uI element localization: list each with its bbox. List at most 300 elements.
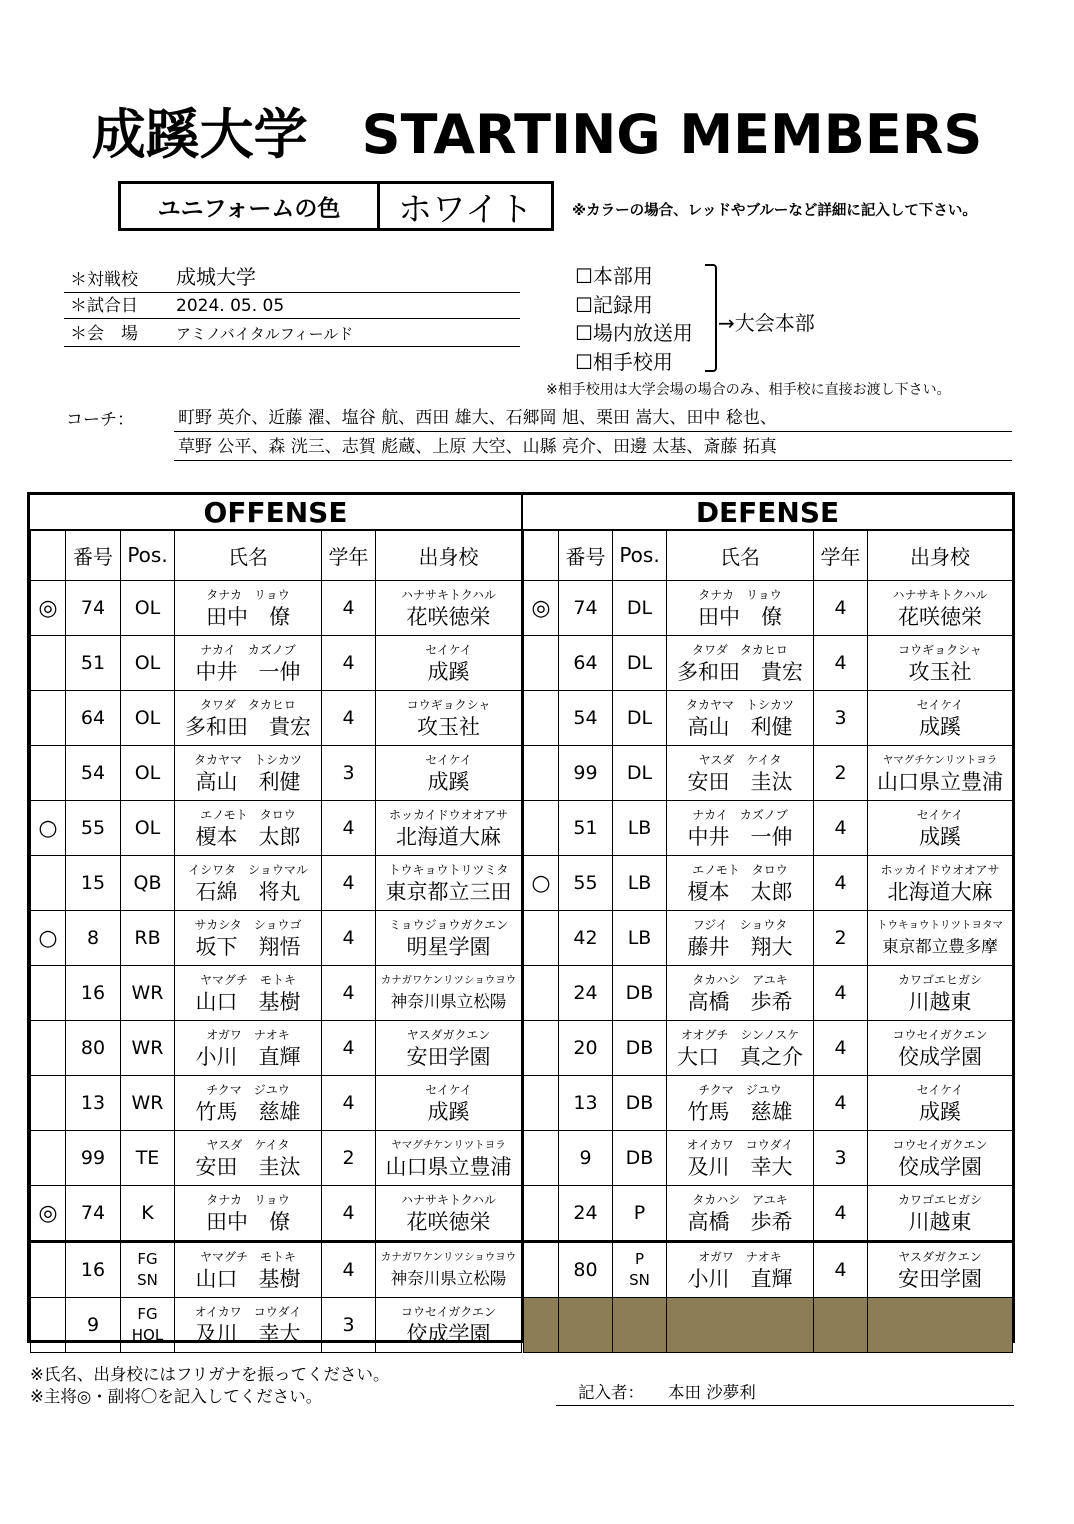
school-kana: コウセイガクエン (400, 1305, 497, 1319)
school-name: 花咲徳栄 (406, 1210, 491, 1234)
match-date-label: ＊試合日 (70, 296, 138, 316)
school-kana: セイケイ (916, 698, 964, 712)
player-name: 中井 一伸 (195, 660, 301, 684)
defense-section (523, 495, 1012, 1340)
offense-table (30, 529, 522, 1353)
offense-row (31, 911, 522, 966)
defense-row (524, 636, 1013, 691)
player-name-kana: チクマ ジユウ (206, 1083, 290, 1097)
position-primary: OL (134, 762, 161, 784)
checkbox-record[interactable]: ☐記録用 (575, 292, 653, 317)
player-name-cell (667, 1242, 814, 1298)
jersey-number: 99 (66, 1131, 121, 1186)
player-name: 石綿 将丸 (195, 880, 301, 904)
player-name: 安田 圭汰 (687, 770, 793, 794)
copies-checklist (575, 262, 693, 376)
player-name: 小川 直輝 (687, 1267, 793, 1291)
captain-mark (524, 911, 559, 966)
opponent-row (64, 266, 520, 293)
position-primary: FG (137, 1305, 158, 1323)
player-name-cell (667, 746, 814, 801)
uniform-color-note: ※カラーの場合、レッドやブルーなど詳細に記入して下さい。 (572, 203, 977, 219)
player-name: 安田 圭汰 (195, 1155, 301, 1179)
position (121, 1076, 175, 1131)
school-kana: ハナサキトクハル (400, 1193, 497, 1207)
player-name-cell (667, 1186, 814, 1242)
position (613, 1186, 667, 1242)
jersey-number: 13 (559, 1076, 613, 1131)
captain-mark (524, 691, 559, 746)
defense-row (524, 801, 1013, 856)
recorder-label: 記入者： (578, 1383, 644, 1402)
captain-mark: ○ (31, 911, 66, 966)
player-name: 多和田 貴宏 (677, 660, 803, 684)
position (613, 1021, 667, 1076)
player-name-cell (175, 691, 322, 746)
captain-mark (31, 636, 66, 691)
school-cell (868, 691, 1013, 746)
player-year: 4 (322, 1186, 376, 1242)
player-name-kana: エノモト タロウ (692, 863, 788, 877)
offense-title: OFFENSE (30, 495, 521, 531)
jersey-number: 16 (66, 1242, 121, 1298)
jersey-number: 8 (66, 911, 121, 966)
position-primary: WR (131, 982, 164, 1004)
school-kana: ミョウジョウガクエン (388, 918, 509, 932)
position (613, 1242, 667, 1298)
position (613, 856, 667, 911)
school-cell (376, 911, 522, 966)
player-name-kana: タワダ タカヒロ (200, 698, 296, 712)
defense-school-header: 出身校 (868, 530, 1013, 581)
school-kana: トウキョウトリツトヨタマ (877, 919, 1003, 931)
defense-row (524, 911, 1013, 966)
school-cell (376, 1186, 522, 1242)
offense-row (31, 856, 522, 911)
defense-name-header: 氏名 (667, 530, 814, 581)
offense-name-header: 氏名 (175, 530, 322, 581)
school-kana: セイケイ (425, 753, 472, 767)
player-name: 竹馬 慈雄 (687, 1100, 793, 1124)
school-name: 神奈川県立松陽 (390, 992, 507, 1011)
offense-row (31, 966, 522, 1021)
position (121, 856, 175, 911)
player-name-kana: ナカイ カズノブ (200, 643, 296, 657)
captain-mark (31, 1298, 66, 1353)
offense-number-header: 番号 (66, 530, 121, 581)
position-primary: DB (625, 1037, 654, 1059)
captain-mark (524, 1242, 559, 1298)
jersey-number: 74 (559, 581, 613, 636)
player-name-kana: タナカ リョウ (698, 588, 782, 602)
captain-mark (524, 1186, 559, 1242)
school-cell (376, 966, 522, 1021)
school-cell (868, 801, 1013, 856)
school-kana: コウセイガクエン (892, 1138, 988, 1152)
position-primary: P (634, 1250, 645, 1268)
jersey-number: 15 (66, 856, 121, 911)
player-year: 2 (322, 1131, 376, 1186)
jersey-number: 64 (559, 636, 613, 691)
position-primary: LB (627, 817, 652, 839)
player-year: 4 (322, 691, 376, 746)
offense-row (31, 1186, 522, 1242)
school-kana: セイケイ (425, 1083, 472, 1097)
venue-label: ＊会 場 (70, 324, 138, 344)
copies-note: ※相手校用は大学会場の場合のみ、相手校に直接お渡し下さい。 (546, 382, 951, 398)
blank-cell (667, 1298, 814, 1353)
captain-mark: ◎ (31, 1186, 66, 1242)
jersey-number: 51 (66, 636, 121, 691)
jersey-number: 16 (66, 966, 121, 1021)
school-name: 東京都立豊多摩 (882, 937, 998, 956)
coach-names-2: 草野 公平、森 洸三、志賀 彪蔵、上原 大空、山縣 亮介、田邊 太基、斎藤 拓真 (178, 437, 777, 457)
jersey-number: 80 (66, 1021, 121, 1076)
school-kana: カワゴエヒガシ (897, 973, 982, 987)
offense-row (31, 1298, 522, 1353)
jersey-number: 80 (559, 1242, 613, 1298)
player-name-kana: ナカイ カズノブ (692, 808, 788, 822)
player-name-cell (175, 1186, 322, 1242)
position-primary: QB (133, 872, 162, 894)
school-cell (376, 1021, 522, 1076)
school-kana: ヤスダガクエン (406, 1028, 491, 1042)
school-name: 成蹊 (427, 1100, 470, 1124)
school-kana: トウキョウトリツミタ (388, 863, 509, 877)
player-year: 4 (814, 1186, 868, 1242)
school-name: 北海道大麻 (396, 825, 501, 849)
school-name: 攻玉社 (417, 715, 480, 739)
position (121, 636, 175, 691)
coach-label: コーチ： (66, 410, 134, 430)
position-primary: DB (625, 1147, 654, 1169)
player-name: 多和田 貴宏 (185, 715, 311, 739)
player-name-kana: タワダ タカヒロ (692, 643, 788, 657)
jersey-number: 64 (66, 691, 121, 746)
captain-mark (524, 636, 559, 691)
defense-header-row (524, 530, 1013, 581)
jersey-number: 13 (66, 1076, 121, 1131)
defense-title: DEFENSE (523, 495, 1012, 531)
player-year: 4 (814, 856, 868, 911)
school-kana: セイケイ (425, 643, 472, 657)
player-name-cell (175, 1021, 322, 1076)
school-name: 山口県立豊浦 (385, 1155, 512, 1179)
player-name: 高橋 歩希 (687, 1210, 793, 1234)
captain-mark: ○ (31, 801, 66, 856)
position (121, 691, 175, 746)
school-kana: カワゴエヒガシ (897, 1193, 982, 1207)
school-cell (868, 1186, 1013, 1242)
jersey-number: 74 (66, 581, 121, 636)
defense-row (524, 581, 1013, 636)
defense-row (524, 1298, 1013, 1353)
match-date-value[interactable]: 2024. 05. 05 (176, 296, 285, 316)
player-year: 4 (322, 966, 376, 1021)
player-name-kana: イシワタ ショウマル (188, 863, 308, 877)
captain-mark (31, 691, 66, 746)
school-name: 佼成学園 (898, 1155, 982, 1179)
player-name-kana: チクマ ジユウ (698, 1083, 782, 1097)
school-kana: ホッカイドウオオアサ (880, 863, 1000, 877)
school-cell (376, 801, 522, 856)
school-name: 神奈川県立松陽 (390, 1269, 507, 1288)
school-cell (868, 911, 1013, 966)
roster-table (27, 492, 1015, 1346)
player-name: 山口 基樹 (195, 990, 301, 1014)
player-name: 中井 一伸 (687, 825, 793, 849)
school-cell (376, 856, 522, 911)
checkbox-headquarters[interactable]: ☐本部用 (575, 264, 653, 288)
player-name-kana: オガワ ナオキ (698, 1250, 782, 1264)
player-name: 高山 利健 (195, 770, 301, 794)
player-name: 榎本 太郎 (195, 825, 301, 849)
player-name: 山口 基樹 (195, 1267, 301, 1291)
school-cell (376, 1298, 522, 1353)
jersey-number: 9 (66, 1298, 121, 1353)
player-year: 3 (814, 691, 868, 746)
school-kana: コウセイガクエン (892, 1028, 988, 1042)
player-name-kana: ヤマグチ モトキ (199, 1250, 296, 1264)
school-cell (376, 746, 522, 801)
position (121, 1021, 175, 1076)
player-name-cell (175, 856, 322, 911)
defense-row (524, 1076, 1013, 1131)
player-name: 田中 僚 (206, 605, 290, 629)
position (121, 801, 175, 856)
footnote-furigana: ※氏名、出身校にはフリガナを振ってください。 (30, 1365, 390, 1384)
school-kana: セイケイ (916, 1083, 964, 1097)
player-name: 坂下 翔悟 (195, 935, 301, 959)
school-kana: セイケイ (916, 808, 964, 822)
player-year: 3 (322, 1298, 376, 1353)
player-year: 4 (814, 581, 868, 636)
captain-mark: ◎ (524, 581, 559, 636)
school-kana: ヤスダガクエン (898, 1250, 982, 1264)
position-primary: DL (626, 762, 653, 784)
school-cell (376, 636, 522, 691)
jersey-number: 99 (559, 746, 613, 801)
player-name: 藤井 翔大 (687, 935, 793, 959)
school-name: 明星学園 (406, 935, 491, 959)
player-year: 4 (814, 1021, 868, 1076)
jersey-number: 9 (559, 1131, 613, 1186)
player-name-cell (175, 801, 322, 856)
checkbox-opponent[interactable]: ☐相手校用 (575, 349, 673, 374)
position-primary: RB (134, 927, 161, 949)
defense-year-header: 学年 (814, 530, 868, 581)
defense-row (524, 1242, 1013, 1298)
player-name-kana: オガワ ナオキ (206, 1028, 290, 1042)
captain-mark (31, 1131, 66, 1186)
school-cell (868, 1131, 1013, 1186)
venue-value[interactable]: アミノバイタルフィールド (176, 325, 354, 343)
player-year: 4 (814, 1076, 868, 1131)
coach-names-1: 町野 英介、近藤 濯、塩谷 航、西田 雄大、石郷岡 旭、栗田 嵩大、田中 稔也、 (178, 408, 777, 428)
player-name-kana: オオグチ シンノスケ (680, 1028, 800, 1042)
captain-mark (524, 1076, 559, 1131)
position (613, 966, 667, 1021)
school-cell (868, 581, 1013, 636)
offense-row (31, 636, 522, 691)
blank-cell (559, 1298, 613, 1353)
position (613, 1076, 667, 1131)
position-primary: TE (135, 1147, 160, 1169)
position-primary: DL (626, 597, 653, 619)
position (121, 911, 175, 966)
player-name-kana: タナカ リョウ (206, 588, 290, 602)
school-name: 川越東 (908, 990, 972, 1014)
player-name-cell (175, 966, 322, 1021)
position (613, 1131, 667, 1186)
jersey-number: 24 (559, 1186, 613, 1242)
player-name-cell (667, 801, 814, 856)
offense-pos-header: Pos. (121, 530, 175, 581)
offense-row (31, 1076, 522, 1131)
player-name-cell (667, 911, 814, 966)
jersey-number: 51 (559, 801, 613, 856)
school-kana: ヤマグチケンリツトヨラ (882, 754, 998, 766)
player-name-cell (175, 746, 322, 801)
player-year: 4 (322, 801, 376, 856)
position-primary: P (633, 1202, 646, 1224)
school-kana: コウギョクシャ (898, 643, 982, 657)
position-primary: DL (626, 707, 653, 729)
captain-mark (31, 856, 66, 911)
blank-cell (524, 1298, 559, 1353)
player-year: 3 (322, 746, 376, 801)
captain-mark (31, 1242, 66, 1298)
checkbox-announcement[interactable]: ☐場内放送用 (575, 321, 693, 345)
opponent-label: ＊対戦校 (70, 270, 138, 290)
school-cell (376, 1131, 522, 1186)
defense-row (524, 1021, 1013, 1076)
captain-mark (524, 1131, 559, 1186)
school-name: 山口県立豊浦 (877, 770, 1003, 794)
position (121, 746, 175, 801)
player-year: 4 (322, 856, 376, 911)
offense-mark-header (31, 530, 66, 581)
position-primary: FG (137, 1250, 158, 1268)
position (613, 801, 667, 856)
defense-mark-header (524, 530, 559, 581)
opponent-value[interactable]: 成城大学 (176, 265, 256, 289)
position-primary: DL (626, 652, 653, 674)
jersey-number: 42 (559, 911, 613, 966)
jersey-number: 55 (559, 856, 613, 911)
player-name: 小川 直輝 (195, 1045, 301, 1069)
position (613, 746, 667, 801)
captain-mark: ○ (524, 856, 559, 911)
captain-mark (31, 1076, 66, 1131)
footnote-captain: ※主将◎・副将〇を記入してください。 (30, 1387, 323, 1406)
position-primary: OL (134, 652, 161, 674)
position-primary: LB (627, 872, 652, 894)
offense-section (30, 495, 523, 1346)
defense-number-header: 番号 (559, 530, 613, 581)
coach-line-2 (174, 433, 1012, 461)
captain-mark (524, 1021, 559, 1076)
jersey-number: 54 (66, 746, 121, 801)
recorder-name[interactable]: 本田 沙夢利 (668, 1383, 756, 1402)
blank-cell (868, 1298, 1013, 1353)
school-cell (868, 1021, 1013, 1076)
captain-mark: ◎ (31, 581, 66, 636)
position (613, 691, 667, 746)
school-name: 北海道大麻 (887, 880, 993, 904)
jersey-number: 24 (559, 966, 613, 1021)
offense-row (31, 801, 522, 856)
player-name-cell (667, 966, 814, 1021)
offense-year-header: 学年 (322, 530, 376, 581)
page-title: 成蹊大学 STARTING MEMBERS (91, 103, 983, 166)
school-name: 安田学園 (898, 1267, 982, 1291)
school-kana: ハナサキトクハル (400, 588, 497, 602)
school-kana: ハナサキトクハル (892, 588, 988, 602)
position-primary: OL (134, 817, 161, 839)
defense-row (524, 691, 1013, 746)
school-cell (376, 1076, 522, 1131)
player-name: 高橋 歩希 (687, 990, 793, 1014)
position-primary: OL (134, 597, 161, 619)
player-name: 及川 幸大 (195, 1322, 301, 1346)
player-name-cell (667, 581, 814, 636)
position-primary: LB (627, 927, 652, 949)
player-name-kana: タカハシ アユキ (692, 1193, 788, 1207)
coach-line-1 (174, 404, 1012, 432)
school-kana: ホッカイドウオオアサ (389, 808, 508, 822)
player-name-cell (175, 1242, 322, 1298)
position (121, 1242, 175, 1298)
player-name-cell (667, 1076, 814, 1131)
defense-row (524, 1131, 1013, 1186)
school-kana: カナガワケンリツショウヨウ (380, 1251, 517, 1263)
player-name-kana: ヤスダ ケイタ (206, 1138, 290, 1152)
player-name: 田中 僚 (698, 605, 782, 629)
captain-mark (524, 746, 559, 801)
player-year: 4 (322, 636, 376, 691)
player-name-kana: オイカワ コウダイ (194, 1305, 302, 1319)
position-primary: DB (625, 1092, 654, 1114)
school-name: 川越東 (908, 1210, 972, 1234)
school-name: 攻玉社 (908, 660, 972, 684)
school-kana: カナガワケンリツショウヨウ (380, 974, 517, 986)
player-name-cell (667, 1131, 814, 1186)
copies-destination: →大会本部 (718, 311, 815, 335)
player-name-kana: タカヤマ トシカツ (193, 753, 302, 767)
player-name: 大口 真之介 (677, 1045, 803, 1069)
position (121, 1186, 175, 1242)
position-primary: WR (131, 1037, 164, 1059)
recorder-line (556, 1380, 1014, 1406)
player-name: 竹馬 慈雄 (195, 1100, 301, 1124)
school-name: 成蹊 (427, 660, 470, 684)
school-cell (868, 1076, 1013, 1131)
school-cell (868, 746, 1013, 801)
offense-row (31, 1021, 522, 1076)
school-name: 成蹊 (427, 770, 470, 794)
player-name: 及川 幸大 (687, 1155, 793, 1179)
jersey-number: 55 (66, 801, 121, 856)
player-name-kana: ヤマグチ モトキ (199, 973, 296, 987)
defense-row (524, 856, 1013, 911)
school-name: 成蹊 (919, 825, 961, 849)
offense-row (31, 581, 522, 636)
jersey-number: 74 (66, 1186, 121, 1242)
player-year: 4 (814, 801, 868, 856)
uniform-color-value[interactable]: ホワイト (398, 189, 533, 230)
school-kana: ヤマグチケンリツトヨラ (391, 1139, 506, 1151)
